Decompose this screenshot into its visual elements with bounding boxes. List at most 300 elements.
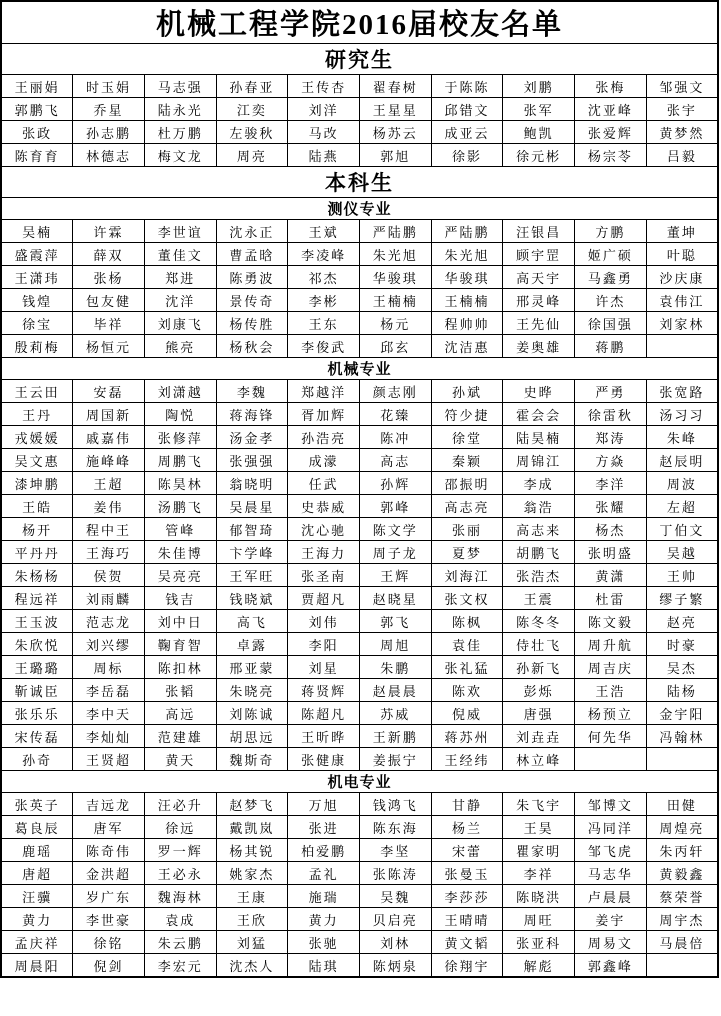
name-cell: 张明盛 — [575, 541, 647, 564]
name-cell: 沈洋 — [144, 289, 216, 312]
name-cell: 张陈涛 — [359, 862, 431, 885]
name-cell: 赵亮 — [646, 610, 718, 633]
name-cell: 岁广东 — [73, 885, 145, 908]
name-cell: 杜雷 — [575, 587, 647, 610]
name-cell: 邢灵峰 — [503, 289, 575, 312]
name-cell: 朱丙轩 — [646, 839, 718, 862]
name-cell: 盛霞萍 — [1, 243, 73, 266]
name-cell: 陆燕 — [288, 144, 360, 167]
name-cell: 孟庆祥 — [1, 931, 73, 954]
name-cell: 程帅帅 — [431, 312, 503, 335]
name-cell: 邱错文 — [431, 98, 503, 121]
table-row — [1, 449, 718, 472]
name-cell: 沈洁惠 — [431, 335, 503, 358]
name-cell: 汪骥 — [1, 885, 73, 908]
name-cell: 殷莉梅 — [1, 335, 73, 358]
name-cell: 王新鹏 — [359, 725, 431, 748]
name-cell: 李世豪 — [73, 908, 145, 931]
name-cell: 江奕 — [216, 98, 288, 121]
subsection-row — [1, 771, 718, 793]
name-cell: 张宽路 — [646, 380, 718, 403]
name-cell: 卞学峰 — [216, 541, 288, 564]
table-row — [1, 656, 718, 679]
table-row — [1, 541, 718, 564]
name-cell: 徐铭 — [73, 931, 145, 954]
name-cell: 吴魏 — [359, 885, 431, 908]
name-cell: 袁佳 — [431, 633, 503, 656]
title-row — [1, 1, 718, 44]
name-cell: 吴越 — [646, 541, 718, 564]
name-cell: 戚嘉伟 — [73, 426, 145, 449]
name-cell: 王浩 — [575, 679, 647, 702]
name-cell: 顾宇罡 — [503, 243, 575, 266]
name-cell: 陈炳泉 — [359, 954, 431, 978]
name-cell: 杨苏云 — [359, 121, 431, 144]
name-cell: 郑涛 — [575, 426, 647, 449]
name-cell: 郭峰 — [359, 495, 431, 518]
name-cell: 郁智琦 — [216, 518, 288, 541]
name-cell: 张宇 — [646, 98, 718, 121]
table-row — [1, 518, 718, 541]
name-cell: 王超 — [73, 472, 145, 495]
name-cell: 孙志鹏 — [73, 121, 145, 144]
name-cell: 张政 — [1, 121, 73, 144]
table-row — [1, 144, 718, 167]
name-cell: 孙辉 — [359, 472, 431, 495]
name-cell: 吕毅 — [646, 144, 718, 167]
table-row — [1, 954, 718, 978]
name-cell: 刘陈诚 — [216, 702, 288, 725]
name-cell: 刘伟 — [288, 610, 360, 633]
name-cell: 赵辰明 — [646, 449, 718, 472]
name-cell: 孙奇 — [1, 748, 73, 771]
table-row — [1, 793, 718, 816]
table-row — [1, 587, 718, 610]
name-cell: 郑越洋 — [288, 380, 360, 403]
name-cell: 陆琪 — [288, 954, 360, 978]
name-cell: 王昊 — [503, 816, 575, 839]
name-cell: 徐雷秋 — [575, 403, 647, 426]
name-cell: 张丽 — [431, 518, 503, 541]
name-cell: 魏海林 — [144, 885, 216, 908]
name-cell: 张礼猛 — [431, 656, 503, 679]
name-cell: 刘星 — [288, 656, 360, 679]
name-cell: 戎媛媛 — [1, 426, 73, 449]
name-cell — [646, 335, 718, 358]
name-cell: 黄毅鑫 — [646, 862, 718, 885]
name-cell: 董佳文 — [144, 243, 216, 266]
name-cell: 花臻 — [359, 403, 431, 426]
name-cell: 朱杨杨 — [1, 564, 73, 587]
name-cell: 张修萍 — [144, 426, 216, 449]
name-cell: 周旭 — [359, 633, 431, 656]
table-row — [1, 403, 718, 426]
name-cell: 李魏 — [216, 380, 288, 403]
name-cell: 朱峰 — [646, 426, 718, 449]
name-cell: 张进 — [288, 816, 360, 839]
name-cell: 侯贺 — [73, 564, 145, 587]
name-cell: 徐堂 — [431, 426, 503, 449]
name-cell: 陆昊楠 — [503, 426, 575, 449]
name-cell: 陈冲 — [359, 426, 431, 449]
name-cell: 高飞 — [216, 610, 288, 633]
table-row — [1, 266, 718, 289]
name-cell: 秦颖 — [431, 449, 503, 472]
name-cell: 霍会会 — [503, 403, 575, 426]
name-cell: 邹飞虎 — [575, 839, 647, 862]
name-cell: 漆坤鹏 — [1, 472, 73, 495]
name-cell: 王康 — [216, 885, 288, 908]
name-cell: 苏威 — [359, 702, 431, 725]
name-cell: 范建雄 — [144, 725, 216, 748]
name-cell: 沈永正 — [216, 220, 288, 243]
name-cell: 杨元 — [359, 312, 431, 335]
name-cell: 张驰 — [288, 931, 360, 954]
name-cell: 朱鹏 — [359, 656, 431, 679]
name-cell: 周国新 — [73, 403, 145, 426]
name-cell: 陈晓洪 — [503, 885, 575, 908]
name-cell: 袁伟江 — [646, 289, 718, 312]
name-cell: 钱鸿飞 — [359, 793, 431, 816]
name-cell: 张文权 — [431, 587, 503, 610]
name-cell: 熊亮 — [144, 335, 216, 358]
alumni-table-body — [1, 1, 718, 977]
name-cell: 刘海江 — [431, 564, 503, 587]
name-cell: 王丽娟 — [1, 75, 73, 98]
name-cell: 胡思远 — [216, 725, 288, 748]
name-cell: 罗一辉 — [144, 839, 216, 862]
name-cell: 钱晓斌 — [216, 587, 288, 610]
name-cell: 刘林 — [359, 931, 431, 954]
name-cell: 魏斯奇 — [216, 748, 288, 771]
name-cell: 陈东海 — [359, 816, 431, 839]
name-cell: 王璐璐 — [1, 656, 73, 679]
name-cell: 杨恒元 — [73, 335, 145, 358]
table-row — [1, 564, 718, 587]
name-cell: 姜振宁 — [359, 748, 431, 771]
table-row — [1, 98, 718, 121]
name-cell: 杨传胜 — [216, 312, 288, 335]
name-cell: 严勇 — [575, 380, 647, 403]
name-cell: 陈超凡 — [288, 702, 360, 725]
subsection-header: 机电专业 — [1, 771, 718, 793]
name-cell: 李俊武 — [288, 335, 360, 358]
name-cell: 王经纬 — [431, 748, 503, 771]
name-cell: 马改 — [288, 121, 360, 144]
name-cell: 李岳磊 — [73, 679, 145, 702]
name-cell: 金洪超 — [73, 862, 145, 885]
name-cell: 胡鹏飞 — [503, 541, 575, 564]
name-cell: 许杰 — [575, 289, 647, 312]
subsection-header: 测仪专业 — [1, 198, 718, 220]
name-cell: 张浩杰 — [503, 564, 575, 587]
name-cell: 邢亚蒙 — [216, 656, 288, 679]
name-cell: 管峰 — [144, 518, 216, 541]
name-cell: 杨其锐 — [216, 839, 288, 862]
name-cell: 曹孟晗 — [216, 243, 288, 266]
name-cell: 徐翔宇 — [431, 954, 503, 978]
name-cell: 成亚云 — [431, 121, 503, 144]
name-cell: 周煌亮 — [646, 816, 718, 839]
name-cell: 靳诚臣 — [1, 679, 73, 702]
name-cell: 严陆鹏 — [431, 220, 503, 243]
name-cell: 邹强文 — [646, 75, 718, 98]
name-cell: 刘洋 — [288, 98, 360, 121]
subsection-header: 机械专业 — [1, 358, 718, 380]
name-cell: 蒋海锋 — [216, 403, 288, 426]
name-cell: 翁浩 — [503, 495, 575, 518]
name-cell: 史恭威 — [288, 495, 360, 518]
name-cell: 徐宝 — [1, 312, 73, 335]
name-cell: 何先华 — [575, 725, 647, 748]
name-cell: 许霖 — [73, 220, 145, 243]
name-cell: 高远 — [144, 702, 216, 725]
name-cell: 翁晓明 — [216, 472, 288, 495]
name-cell: 颜志刚 — [359, 380, 431, 403]
name-cell: 袁成 — [144, 908, 216, 931]
name-cell: 祁杰 — [288, 266, 360, 289]
name-cell: 陈枫 — [431, 610, 503, 633]
name-cell: 钱吉 — [144, 587, 216, 610]
name-cell: 郭鹏飞 — [1, 98, 73, 121]
name-cell: 王帅 — [646, 564, 718, 587]
name-cell: 张圣南 — [288, 564, 360, 587]
table-row — [1, 121, 718, 144]
name-cell: 孙斌 — [431, 380, 503, 403]
name-cell: 周旺 — [503, 908, 575, 931]
name-cell: 左骏秋 — [216, 121, 288, 144]
name-cell: 周波 — [646, 472, 718, 495]
name-cell: 戴凯岚 — [216, 816, 288, 839]
name-cell: 方鹏 — [575, 220, 647, 243]
table-row — [1, 679, 718, 702]
name-cell: 周鹏飞 — [144, 449, 216, 472]
name-cell: 朱佳博 — [144, 541, 216, 564]
name-cell: 刘家林 — [646, 312, 718, 335]
name-cell: 张爱辉 — [575, 121, 647, 144]
name-cell: 时玉娟 — [73, 75, 145, 98]
name-cell: 张韬 — [144, 679, 216, 702]
name-cell: 丁伯文 — [646, 518, 718, 541]
name-cell: 张梅 — [575, 75, 647, 98]
name-cell: 冯同洋 — [575, 816, 647, 839]
name-cell: 王斌 — [288, 220, 360, 243]
table-row — [1, 839, 718, 862]
name-cell: 刘中日 — [144, 610, 216, 633]
name-cell: 王东 — [288, 312, 360, 335]
name-cell: 陈欢 — [431, 679, 503, 702]
name-cell: 刘雨麟 — [73, 587, 145, 610]
name-cell: 华骏琪 — [359, 266, 431, 289]
name-cell: 李成 — [503, 472, 575, 495]
section-header: 本科生 — [1, 167, 718, 198]
table-row — [1, 908, 718, 931]
name-cell: 程中王 — [73, 518, 145, 541]
name-cell: 周吉庆 — [575, 656, 647, 679]
subsection-row — [1, 198, 718, 220]
name-cell: 郭飞 — [359, 610, 431, 633]
name-cell: 杨兰 — [431, 816, 503, 839]
name-cell: 林德志 — [73, 144, 145, 167]
name-cell: 郑进 — [144, 266, 216, 289]
name-cell: 吴杰 — [646, 656, 718, 679]
name-cell: 王辉 — [359, 564, 431, 587]
name-cell: 汤金孝 — [216, 426, 288, 449]
name-cell: 葛良辰 — [1, 816, 73, 839]
name-cell: 周晨阳 — [1, 954, 73, 978]
name-cell: 朱光旭 — [431, 243, 503, 266]
name-cell: 鞠育智 — [144, 633, 216, 656]
name-cell: 黄力 — [288, 908, 360, 931]
name-cell: 朱欣悦 — [1, 633, 73, 656]
name-cell: 瞿家明 — [503, 839, 575, 862]
name-cell: 孙春亚 — [216, 75, 288, 98]
name-cell: 张杨 — [73, 266, 145, 289]
name-cell: 鹿瑶 — [1, 839, 73, 862]
name-cell: 任武 — [288, 472, 360, 495]
name-cell: 严陆鹏 — [359, 220, 431, 243]
subsection-row — [1, 358, 718, 380]
name-cell: 张乐乐 — [1, 702, 73, 725]
name-cell: 安磊 — [73, 380, 145, 403]
name-cell: 平丹丹 — [1, 541, 73, 564]
name-cell: 王震 — [503, 587, 575, 610]
name-cell: 汤鹏飞 — [144, 495, 216, 518]
name-cell: 解彪 — [503, 954, 575, 978]
name-cell: 杨预立 — [575, 702, 647, 725]
name-cell: 周锦江 — [503, 449, 575, 472]
name-cell: 郭旭 — [359, 144, 431, 167]
name-cell: 蔡荣誉 — [646, 885, 718, 908]
name-cell: 黄力 — [1, 908, 73, 931]
name-cell: 倪威 — [431, 702, 503, 725]
name-cell: 黄梦然 — [646, 121, 718, 144]
name-cell: 宋蕾 — [431, 839, 503, 862]
name-cell: 徐影 — [431, 144, 503, 167]
name-cell: 孟礼 — [288, 862, 360, 885]
table-row — [1, 335, 718, 358]
name-cell: 马鑫勇 — [575, 266, 647, 289]
name-cell: 高志亮 — [431, 495, 503, 518]
name-cell: 李宏元 — [144, 954, 216, 978]
name-cell: 王星星 — [359, 98, 431, 121]
name-cell: 张曼玉 — [431, 862, 503, 885]
table-row — [1, 885, 718, 908]
name-cell: 叶聪 — [646, 243, 718, 266]
table-row — [1, 931, 718, 954]
name-cell: 王玉波 — [1, 610, 73, 633]
name-cell: 刘鹏 — [503, 75, 575, 98]
name-cell: 甘静 — [431, 793, 503, 816]
name-cell: 赵梦飞 — [216, 793, 288, 816]
name-cell: 邱玄 — [359, 335, 431, 358]
name-cell: 王丹 — [1, 403, 73, 426]
name-cell: 董坤 — [646, 220, 718, 243]
name-cell: 王海力 — [288, 541, 360, 564]
name-cell: 李坚 — [359, 839, 431, 862]
name-cell: 夏梦 — [431, 541, 503, 564]
name-cell: 王贤超 — [73, 748, 145, 771]
name-cell: 马晨倍 — [646, 931, 718, 954]
name-cell: 田健 — [646, 793, 718, 816]
name-cell: 郭鑫峰 — [575, 954, 647, 978]
name-cell: 刘猛 — [216, 931, 288, 954]
name-cell: 符少捷 — [431, 403, 503, 426]
name-cell: 朱光旭 — [359, 243, 431, 266]
table-row — [1, 75, 718, 98]
name-cell: 鲍凯 — [503, 121, 575, 144]
section-row — [1, 44, 718, 75]
name-cell: 王楠楠 — [431, 289, 503, 312]
name-cell: 王昕晔 — [288, 725, 360, 748]
name-cell: 蒋贤辉 — [288, 679, 360, 702]
name-cell: 刘潇越 — [144, 380, 216, 403]
name-cell: 周子龙 — [359, 541, 431, 564]
table-row — [1, 862, 718, 885]
name-cell: 时豪 — [646, 633, 718, 656]
name-cell: 孙新飞 — [503, 656, 575, 679]
name-cell: 孙浩亮 — [288, 426, 360, 449]
name-cell: 高天宇 — [503, 266, 575, 289]
name-cell: 高志来 — [503, 518, 575, 541]
name-cell: 胥加辉 — [288, 403, 360, 426]
name-cell: 陈扣林 — [144, 656, 216, 679]
table-row — [1, 220, 718, 243]
name-cell: 毕祥 — [73, 312, 145, 335]
name-cell: 王军旺 — [216, 564, 288, 587]
name-cell: 马志华 — [575, 862, 647, 885]
name-cell: 王先仙 — [503, 312, 575, 335]
name-cell: 王楠楠 — [359, 289, 431, 312]
table-row — [1, 816, 718, 839]
name-cell: 史晔 — [503, 380, 575, 403]
name-cell: 徐元彬 — [503, 144, 575, 167]
name-cell: 贾超凡 — [288, 587, 360, 610]
name-cell: 吴晨星 — [216, 495, 288, 518]
table-row — [1, 702, 718, 725]
name-cell: 朱飞宇 — [503, 793, 575, 816]
name-cell: 杨杰 — [575, 518, 647, 541]
name-cell: 王欣 — [216, 908, 288, 931]
name-cell: 杜万鹏 — [144, 121, 216, 144]
section-header: 研究生 — [1, 44, 718, 75]
name-cell: 陶悦 — [144, 403, 216, 426]
name-cell: 刘康飞 — [144, 312, 216, 335]
name-cell: 施峰峰 — [73, 449, 145, 472]
name-cell: 陆杨 — [646, 679, 718, 702]
name-cell: 张亚科 — [503, 931, 575, 954]
name-cell: 周亮 — [216, 144, 288, 167]
name-cell: 周宇杰 — [646, 908, 718, 931]
name-cell: 蒋鹏 — [575, 335, 647, 358]
name-cell: 倪剑 — [73, 954, 145, 978]
table-row — [1, 380, 718, 403]
name-cell: 唐超 — [1, 862, 73, 885]
name-cell: 唐军 — [73, 816, 145, 839]
table-row — [1, 472, 718, 495]
name-cell: 姜奥雄 — [503, 335, 575, 358]
name-cell: 李中天 — [73, 702, 145, 725]
name-cell: 王传杏 — [288, 75, 360, 98]
table-row — [1, 243, 718, 266]
name-cell: 朱云鹏 — [144, 931, 216, 954]
name-cell: 林立峰 — [503, 748, 575, 771]
name-cell: 柏爱鹏 — [288, 839, 360, 862]
name-cell: 刘垚垚 — [503, 725, 575, 748]
name-cell: 姬广硕 — [575, 243, 647, 266]
name-cell: 施瑞 — [288, 885, 360, 908]
name-cell: 王皓 — [1, 495, 73, 518]
